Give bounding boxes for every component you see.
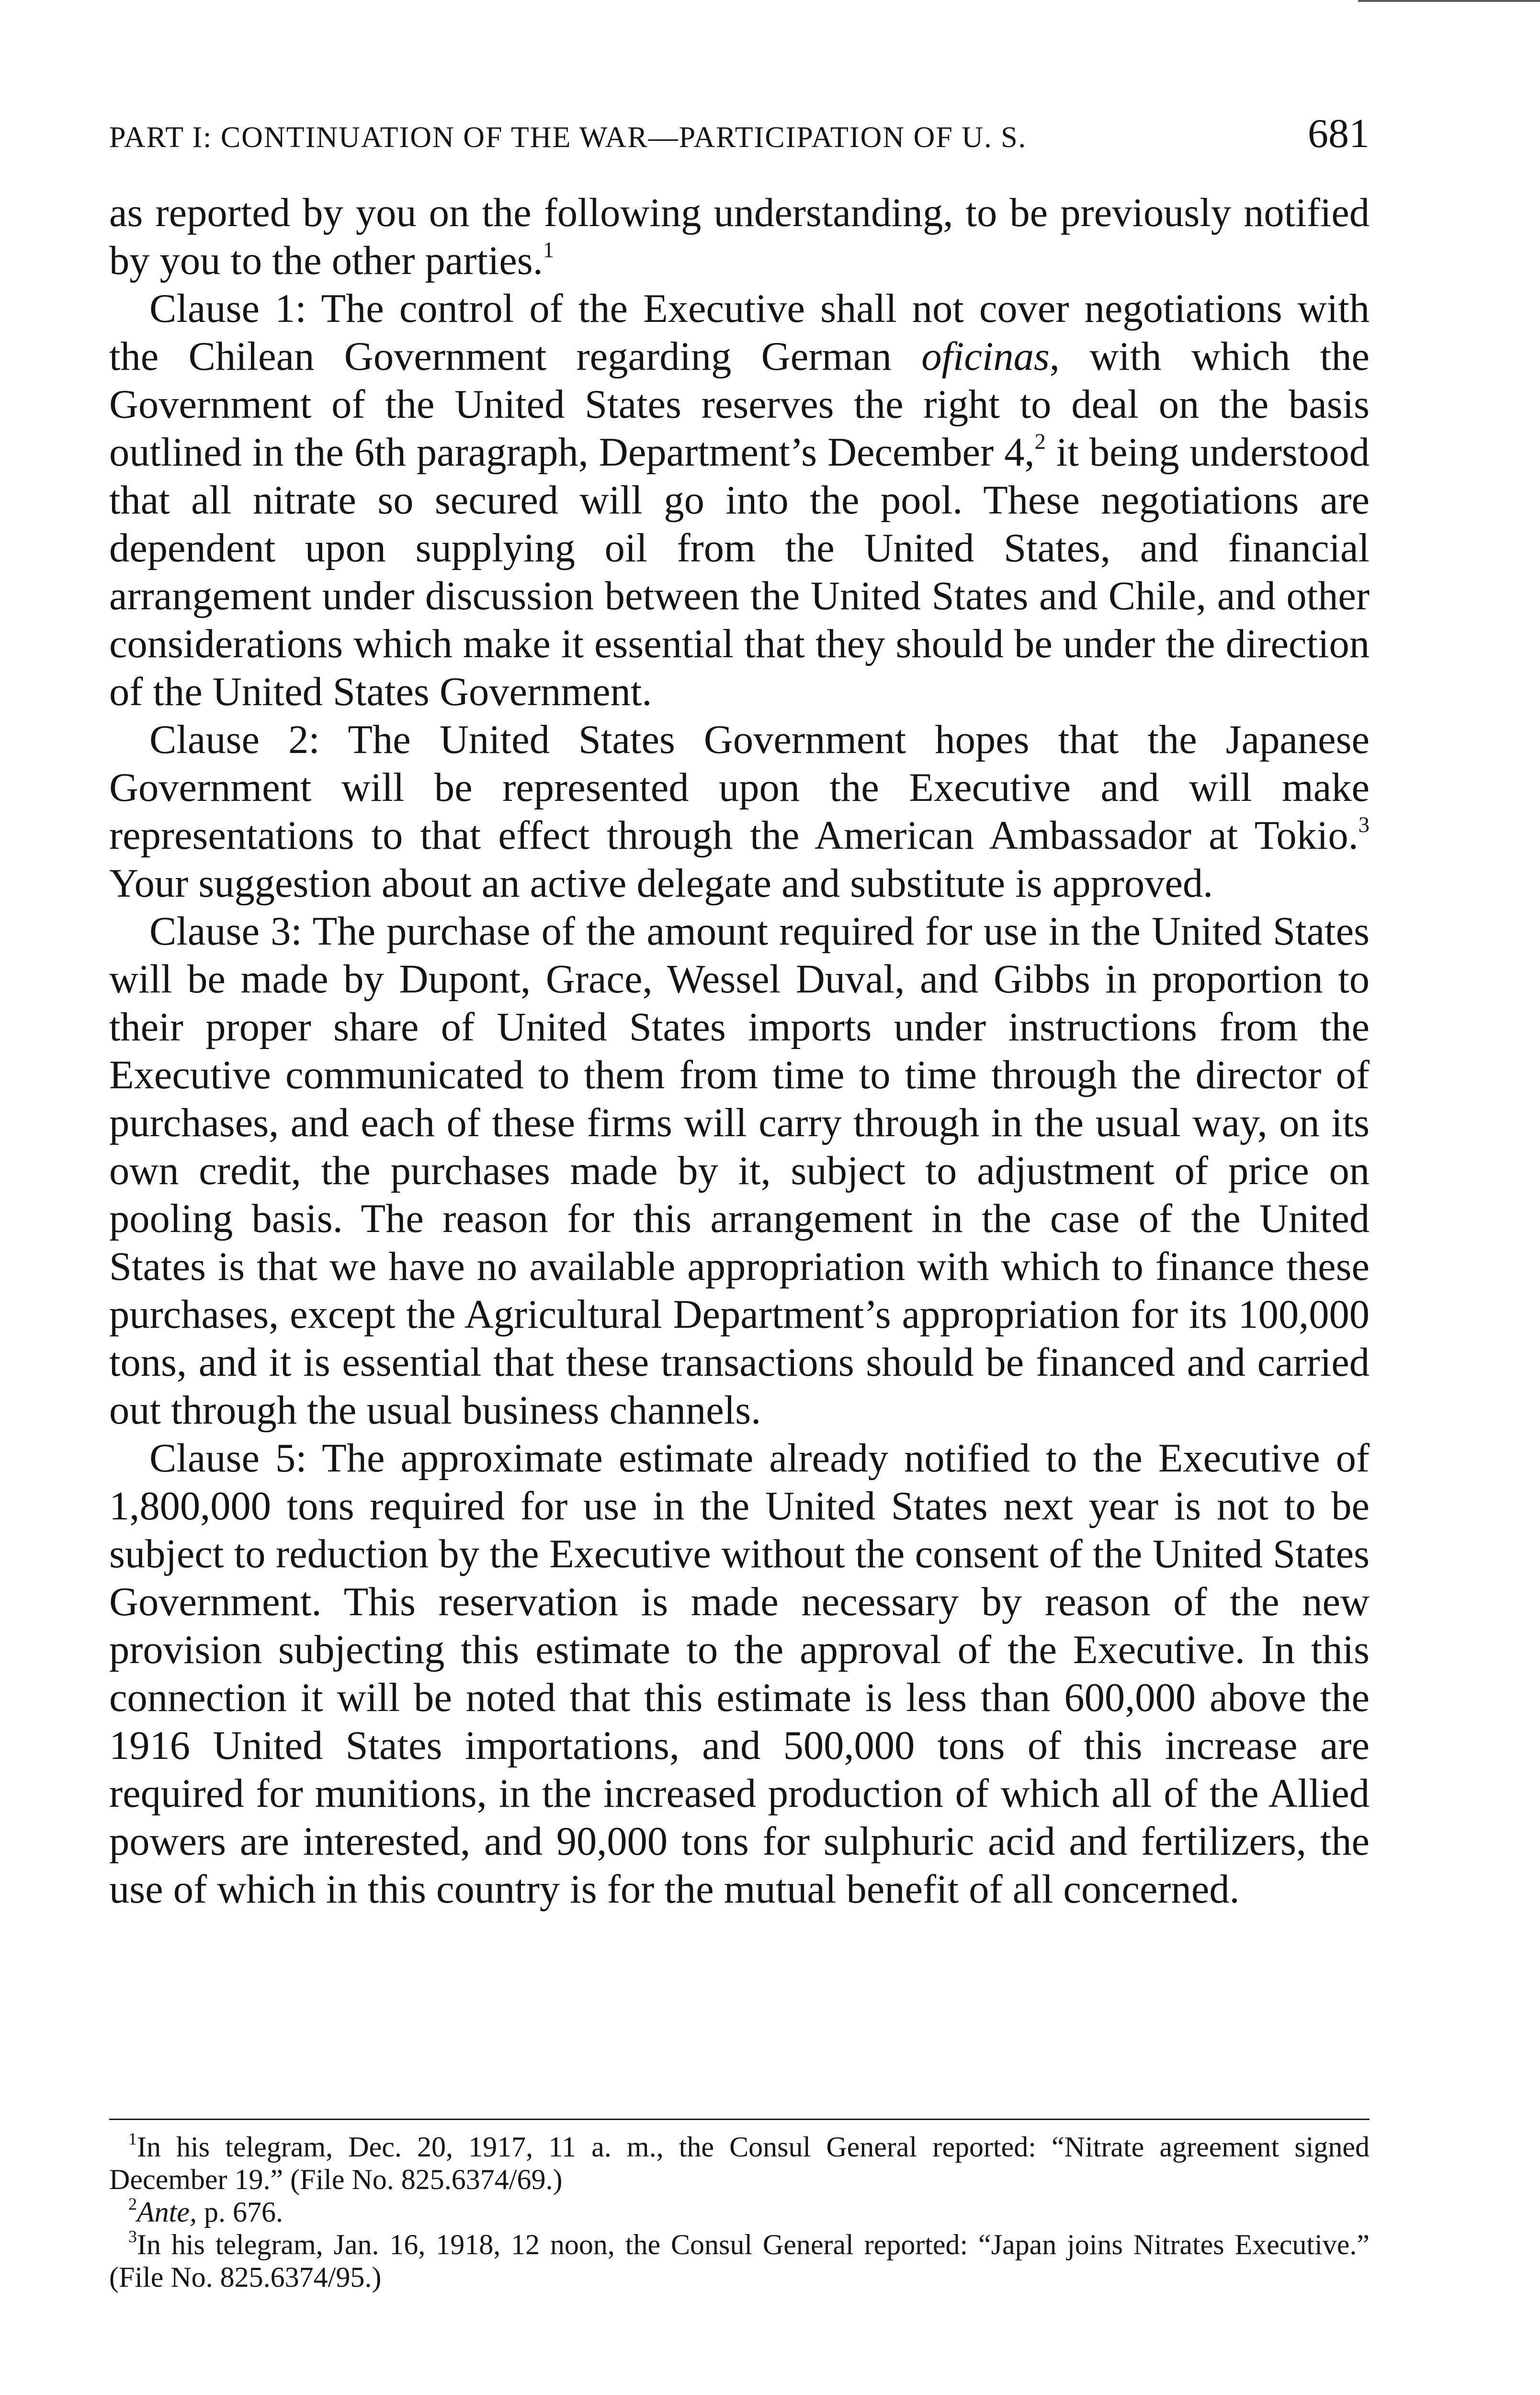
paragraph-clause-1: Clause 1: The control of the Executive shall not cover negotiations with the Chilean Government regarding German oficinas, with which the Government of the United States reserves the right to deal on the basis outlined in the 6th paragraph, Department’s December 4,$^2$ it being understood that all nitrate so secured will go into the pool. These negotiations are dependent upon supplying oil from the United States, and financial arrangement under discussion between the United States and Chile, and other considerations which make it essential that they should be under the direction of the United States Government. [109, 286, 1370, 714]
footnote-ref-2: 2 [1034, 430, 1046, 455]
footnote-ref-1: 1 [543, 238, 555, 263]
page-edge-line [1358, 0, 1540, 2]
footnote-rule [109, 2119, 1370, 2120]
footnote-ref-3: 3 [1358, 813, 1370, 838]
page-header [109, 109, 1370, 157]
footnote-2: $^2$Ante, p. 676. [128, 2194, 283, 2228]
running-head: PART I: CONTINUATION OF THE WAR—PARTICIPATION OF U. S. [109, 121, 1027, 154]
paragraph-continuation: as reported by you on the following understanding, to be previously notified by you to the other parties.$^1$ [109, 191, 1370, 283]
footnotes [109, 2131, 1370, 2293]
footnote-1: $^1$In his telegram, Dec. 20, 1917, 11 a. m., the Consul General reported: “Nitrate agreement signed December 19.” (File No. 825.6374/69.) [109, 2129, 1370, 2195]
body-text [109, 189, 1370, 1914]
paragraph-clause-5: Clause 5: The approximate estimate already notified to the Executive of 1,800,000 tons required for use in the United States next year is not to be subject to reduction by the Executive without the consent of the United States Government. This reservation is made necessary by reason of the new provision subjecting this estimate to the approval of the Executive. In this connection it will be noted that this estimate is less than 600,000 above the 1916 United States importations, and 500,000 tons of this increase are required for munitions, in the increased production of which all of the Allied powers are interested, and 90,000 tons for sulphuric acid and fertilizers, the use of which in this country is for the mutual benefit of all concerned. [109, 1436, 1370, 1912]
italic-term: oficinas [921, 334, 1050, 379]
footnote-3: $^3$In his telegram, Jan. 16, 1918, 12 noon, the Consul General reported: “Japan joins Nitrates Executive.” (File No. 825.6374/95.) [109, 2226, 1370, 2293]
paragraph-clause-3: Clause 3: The purchase of the amount required for use in the United States will be made by Dupont, Grace, Wessel Duval, and Gibbs in proportion to their proper share of United States imports under instructions from the Executive communicated to them from time to time through the director of purchases, and each of these firms will carry through in the usual way, on its own credit, the purchases made by it, subject to adjustment of price on pooling basis. The reason for this arrangement in the case of the United States is that we have no available appropriation with which to finance these purchases, except the Agricultural Department’s appropriation for its 100,000 tons, and it is essential that these transactions should be financed and carried out through the usual business channels. [109, 909, 1370, 1433]
paragraph-clause-2: Clause 2: The United States Government hopes that the Japanese Government will be represented upon the Executive and will make representations to that effect through the American Ambassador at Tokio.$^3$ Your suggestion about an active delegate and substitute is approved. [109, 718, 1370, 906]
page-number: 681 [1308, 110, 1370, 156]
